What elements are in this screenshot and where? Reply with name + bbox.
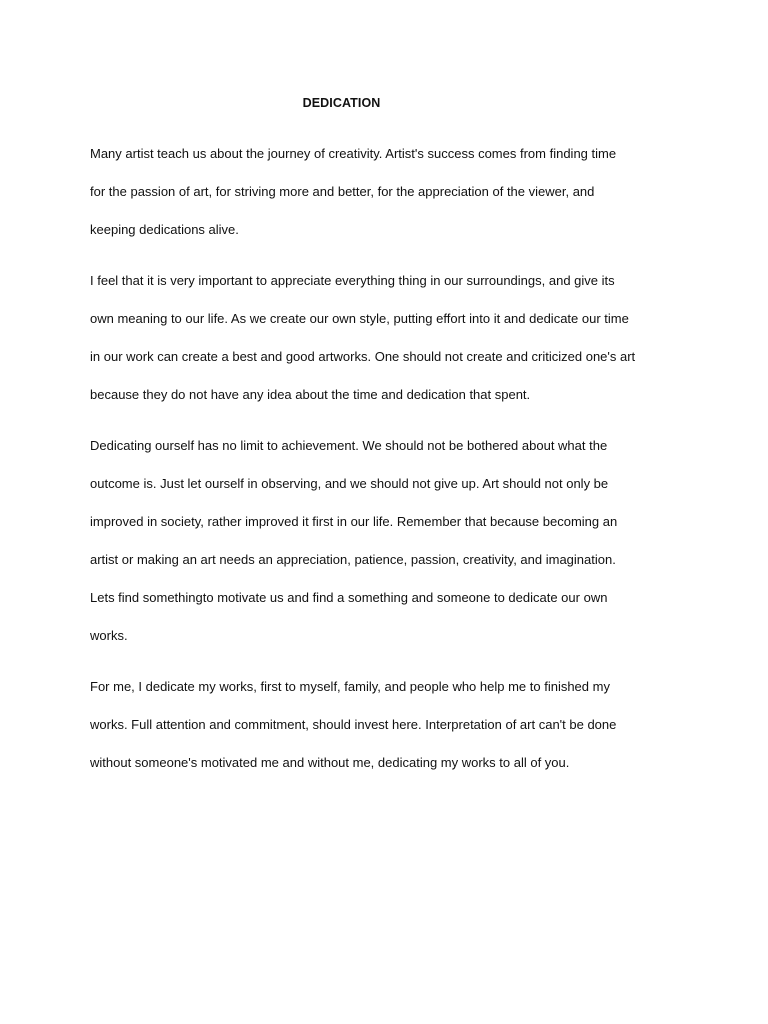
paragraph-3 (90, 437, 690, 665)
text-line: I feel that it is very important to appreciate everything thing in our surroundings, and give its (90, 273, 615, 288)
text-line: artist or making an art needs an appreciation, patience, passion, creativity, and imagination. (90, 552, 616, 567)
text-line: works. Full attention and commitment, should invest here. Interpretation of art can't be done (90, 717, 617, 732)
text-line: Many artist teach us about the journey of creativity. Artist's success comes from finding time (90, 146, 617, 161)
text-line: works. (90, 628, 128, 643)
text-line: Lets find somethingto motivate us and find a something and someone to dedicate our own (90, 590, 608, 605)
text-line: keeping dedications alive. (90, 222, 239, 237)
text-line: outcome is. Just let ourself in observing, and we should not give up. Art should not only be (90, 476, 609, 491)
paragraph-4 (90, 678, 690, 792)
text-line: improved in society, rather improved it first in our life. Remember that because becoming an (90, 514, 618, 529)
document-body (90, 145, 690, 805)
text-line: without someone's motivated me and without me, dedicating my works to all of you. (90, 755, 570, 770)
text-line: in our work can create a best and good artworks. One should not create and criticized one's art (90, 349, 636, 364)
text-line: because they do not have any idea about the time and dedication that spent. (90, 387, 531, 402)
text-line: for the passion of art, for striving more and better, for the appreciation of the viewer, and (90, 184, 595, 199)
text-line: own meaning to our life. As we create our own style, putting effort into it and dedicate our time (90, 311, 629, 326)
text-line: Dedicating ourself has no limit to achievement. We should not be bothered about what the (90, 438, 608, 453)
paragraph-2 (90, 272, 690, 424)
paragraph-1 (90, 145, 690, 259)
text-line: For me, I dedicate my works, first to myself, family, and people who help me to finished my (90, 679, 610, 694)
document-title: DEDICATION (302, 96, 381, 110)
